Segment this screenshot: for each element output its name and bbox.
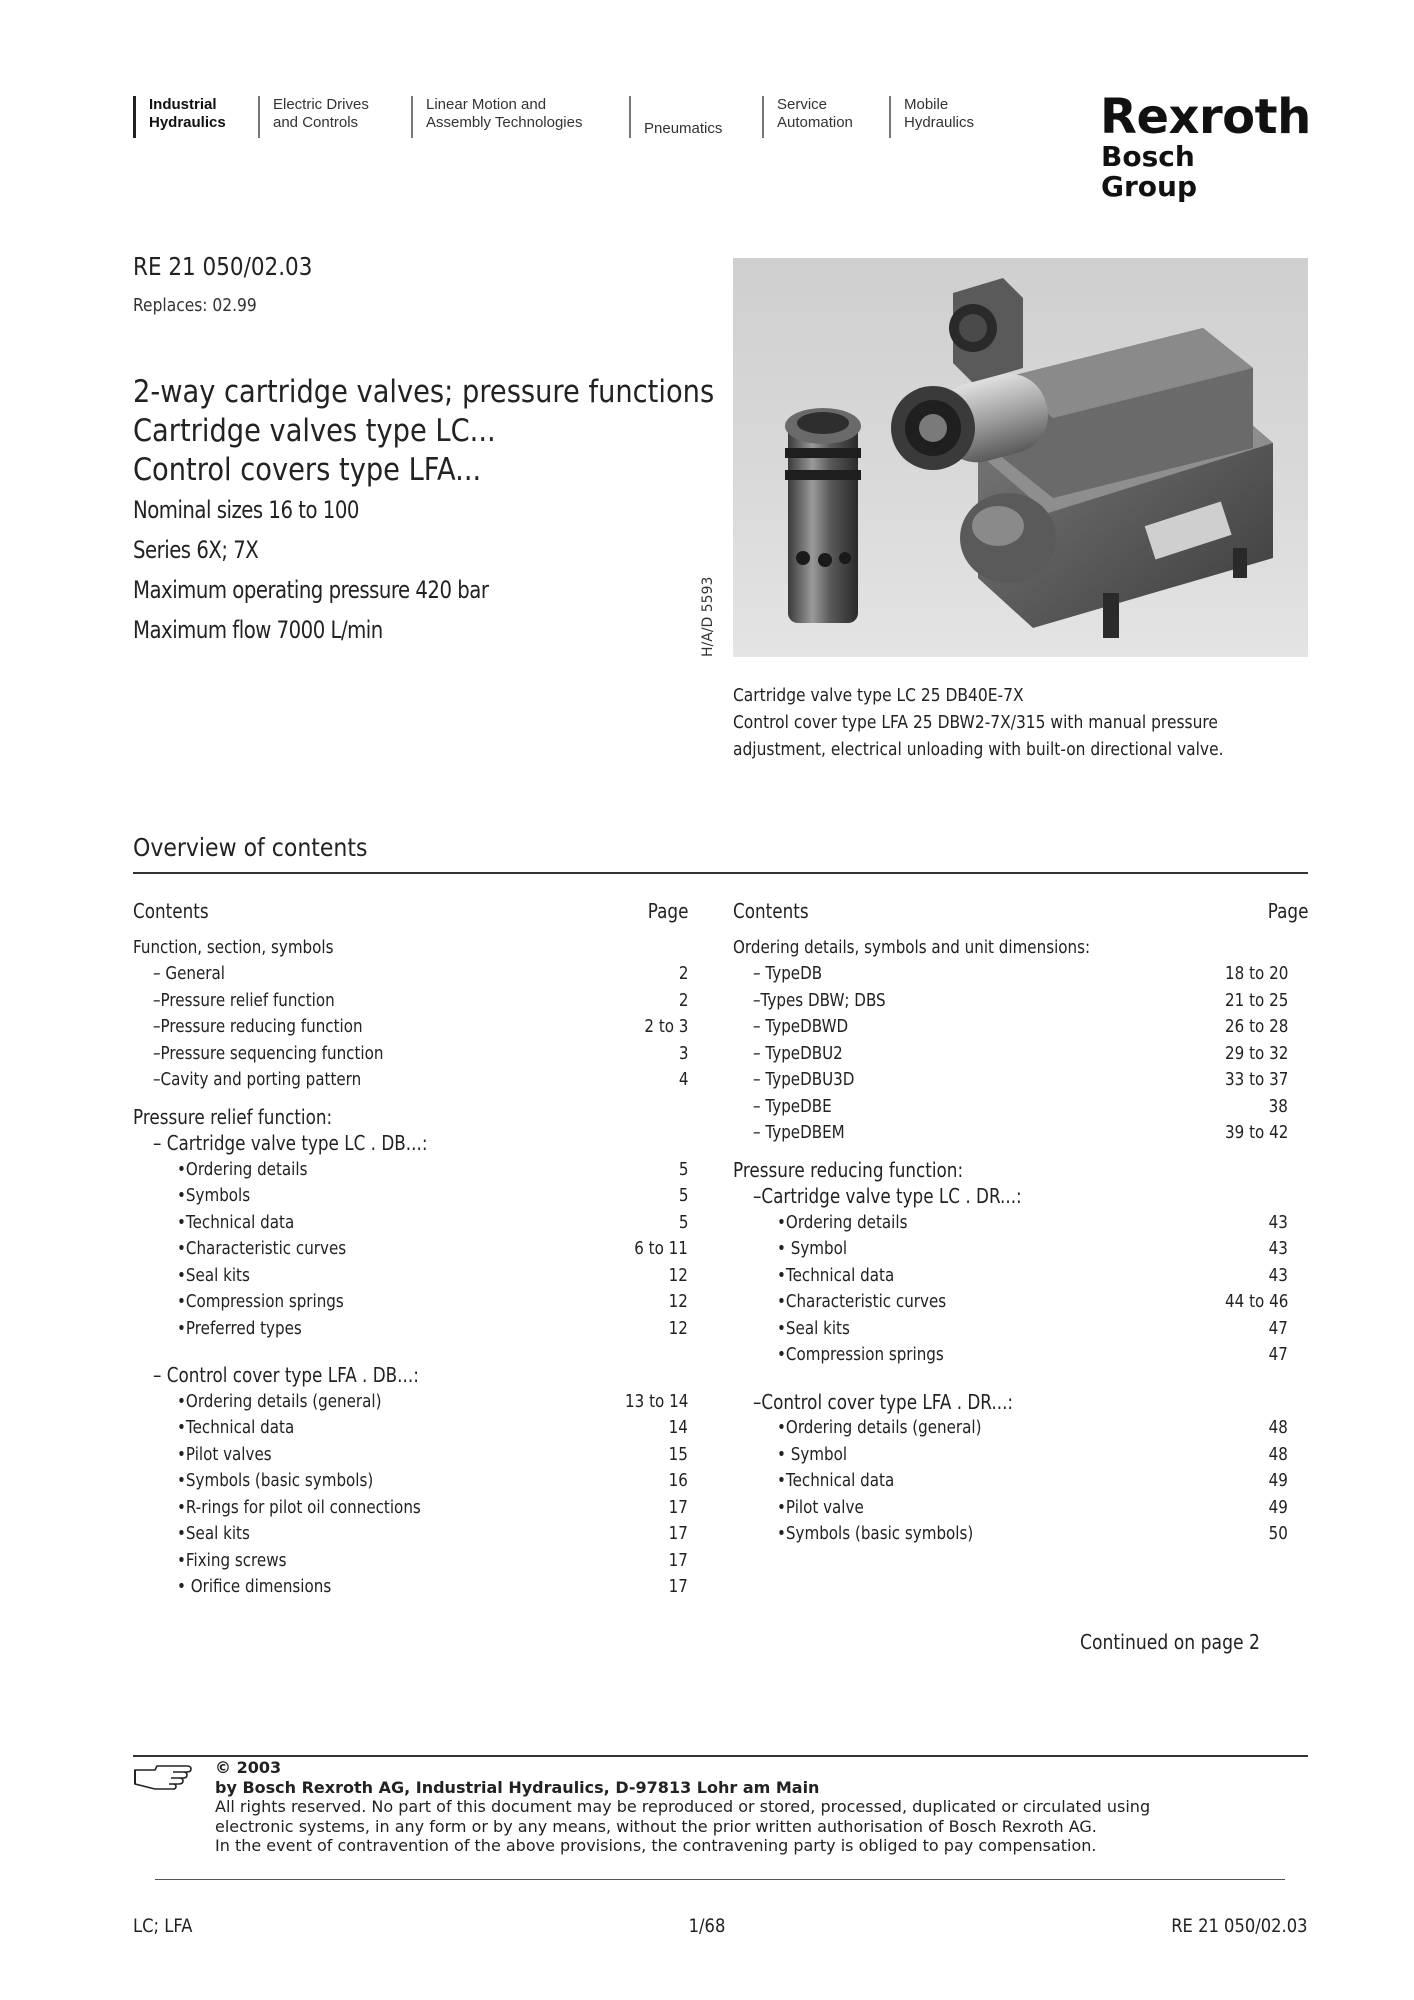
toc-entry-page: 12 — [668, 1264, 688, 1286]
toc-entry — [733, 1521, 1288, 1548]
toc-entry-label: –Pressure relief function — [153, 989, 335, 1011]
toc-entry-label: •Technical data — [177, 1211, 295, 1233]
toc-entry-label: •Pilot valve — [777, 1496, 864, 1518]
toc-entry — [133, 1468, 688, 1495]
continued-note: Continued on page 2 — [1080, 1630, 1260, 1654]
toc-entry-label: •Technical data — [777, 1264, 895, 1286]
toc-entry-page: 6 to 11 — [634, 1238, 688, 1259]
toc-entry-label: •Pilot valves — [177, 1443, 272, 1465]
toc-entry-page: 2 to 3 — [643, 1016, 688, 1037]
title-line: Control covers type LFA... — [133, 452, 482, 488]
toc-entry-page: 12 — [668, 1291, 688, 1312]
toc-entry-label: •Ordering details (general) — [177, 1390, 382, 1412]
copyright-divider — [133, 1755, 1308, 1757]
toc-entry — [733, 935, 1288, 962]
toc-entry — [133, 1104, 688, 1131]
toc-entry — [133, 1183, 688, 1210]
title-line: 2-way cartridge valves; pressure functions — [133, 374, 715, 410]
caption-line: Cartridge valve type LC 25 DB40E-7X — [733, 685, 1024, 706]
toc-entry — [733, 1041, 1288, 1068]
copyright-text: All rights reserved. No part of this document may be reproduced or stored, processed, duplicated or circulated using — [215, 1797, 1151, 1816]
toc-entry-label: •Characteristic curves — [177, 1238, 347, 1259]
toc-entry — [733, 1415, 1288, 1442]
toc-header-contents: Contents — [133, 899, 209, 923]
toc-entry-page: 43 — [1268, 1264, 1288, 1286]
brand-name: Rexroth — [1100, 89, 1311, 145]
toc-entry-page: 49 — [1268, 1496, 1288, 1518]
toc-header — [733, 898, 1308, 925]
toc-entry-page: 50 — [1268, 1523, 1288, 1544]
toc-entry — [133, 1548, 688, 1575]
document-number: RE 21 050/02.03 — [133, 252, 313, 281]
toc-entry-label: •Seal kits — [777, 1317, 850, 1339]
caption-line: adjustment, electrical unloading with built-on directional valve. — [733, 739, 1224, 760]
brand-group: Bosch Group — [1101, 140, 1198, 203]
toc-entry — [133, 935, 688, 962]
toc-entry-page: 2 — [678, 963, 688, 984]
title-line: Cartridge valves type LC... — [133, 413, 496, 449]
copyright-text: electronic systems, in any form or by any means, without the prior written authorisation of Bosch Rexroth AG. — [215, 1816, 1097, 1836]
footer-left: LC; LFA — [133, 1915, 193, 1937]
toc-entry-page: 38 — [1268, 1095, 1288, 1117]
page-number: 1/68 — [688, 1915, 726, 1937]
toc-entry — [733, 1067, 1288, 1094]
toc-entry-label: Pressure reducing function: — [733, 1157, 964, 1182]
toc-entry-page: 5 — [678, 1185, 688, 1206]
toc-entry — [133, 1157, 688, 1184]
toc-left-column — [133, 898, 688, 1601]
copyright-text: In the event of contravention of the above provisions, the contravening party is obliged to pay compensation. — [215, 1836, 1097, 1855]
toc-entry — [133, 1263, 688, 1290]
toc-entry-label: •Compression springs — [177, 1291, 344, 1312]
toc-entry-label: •Preferred types — [177, 1317, 302, 1339]
toc-entry-label: –Types DBW; DBS — [753, 989, 886, 1011]
toc-entry-label: – TypeDBEM — [753, 1122, 845, 1143]
spec-line: Maximum operating pressure 420 bar — [133, 576, 489, 604]
toc-entry-label: – TypeDBE — [753, 1095, 832, 1117]
division-pneumatics: Pneumatics — [629, 96, 722, 138]
toc-entry-page: 17 — [668, 1576, 688, 1597]
toc-entry-label: – TypeDBU2 — [753, 1042, 843, 1064]
toc-right-column — [733, 898, 1308, 1548]
toc-entry — [733, 1120, 1288, 1147]
toc-entry-label: – TypeDBWD — [753, 1016, 849, 1037]
footer-right: RE 21 050/02.03 — [1171, 1915, 1308, 1937]
toc-entry-page: 17 — [668, 1549, 688, 1571]
toc-entry-label: •Symbols (basic symbols) — [177, 1470, 374, 1491]
toc-entry-label: –Cavity and porting pattern — [153, 1069, 362, 1090]
toc-entry — [733, 988, 1288, 1015]
toc-entry-label: Ordering details, symbols and unit dimensions: — [733, 936, 1091, 958]
toc-entry-page: 47 — [1268, 1344, 1288, 1365]
toc-entry-page: 49 — [1268, 1470, 1288, 1491]
toc-entry-label: •Ordering details — [177, 1158, 308, 1180]
toc-entry-page: 3 — [678, 1042, 688, 1064]
toc-entry-page: 13 to 14 — [624, 1390, 688, 1412]
toc-entry-page: 12 — [668, 1317, 688, 1339]
toc-entry — [133, 1289, 688, 1316]
copyright-owner: by Bosch Rexroth AG, Industrial Hydraulics, D-97813 Lohr am Main — [215, 1777, 820, 1797]
toc-entry — [733, 1389, 1288, 1416]
pointing-hand-icon — [133, 1762, 195, 1790]
toc-entry-label: Pressure relief function: — [133, 1104, 333, 1129]
toc-entry-label: •Technical data — [177, 1417, 295, 1438]
toc-entry — [733, 961, 1288, 988]
toc-entry — [733, 1183, 1288, 1210]
toc-entry-label: –Cartridge valve type LC . DR...: — [753, 1184, 1022, 1208]
toc-entry — [133, 961, 688, 988]
toc-entry-page: 17 — [668, 1523, 688, 1544]
toc-entry-page: 2 — [678, 989, 688, 1011]
toc-entry — [733, 1094, 1288, 1121]
division-linear-motion: Linear Motion and Assembly Technologies — [411, 96, 582, 138]
toc-entry-page: 33 to 37 — [1224, 1069, 1288, 1090]
photo-caption — [733, 682, 1249, 763]
rexroth-logo — [1100, 89, 1311, 203]
toc-entry — [133, 1442, 688, 1469]
toc-entry-label: •Seal kits — [177, 1523, 250, 1544]
overview-divider — [133, 872, 1308, 874]
toc-entry-label: •Technical data — [777, 1470, 895, 1491]
toc-entry — [133, 1389, 688, 1416]
toc-entry — [733, 1157, 1288, 1184]
toc-entry — [133, 1067, 688, 1094]
toc-entry-label: –Pressure reducing function — [153, 1016, 363, 1037]
valve-illustration — [733, 258, 1308, 657]
toc-entry-label: • Symbol — [777, 1238, 848, 1259]
toc-entry-label: –Control cover type LFA . DR...: — [753, 1389, 1014, 1414]
product-photo — [733, 258, 1308, 657]
toc-entry-page: 21 to 25 — [1224, 989, 1288, 1011]
toc-entry-label: • Orifice dimensions — [177, 1576, 332, 1597]
toc-entry-page: 14 — [668, 1417, 688, 1438]
toc-header — [133, 898, 688, 925]
toc-entry-page: 44 to 46 — [1224, 1291, 1288, 1312]
copyright-notice — [215, 1758, 1315, 1856]
toc-entry — [133, 1236, 688, 1263]
toc-entry-page: 17 — [668, 1496, 688, 1518]
toc-entry — [733, 1316, 1288, 1343]
toc-entry-label: •R-rings for pilot oil connections — [177, 1496, 421, 1518]
photo-code: H/A/D 5593 — [700, 576, 716, 657]
toc-entry-page: 29 to 32 — [1224, 1042, 1288, 1064]
toc-entry-label: •Fixing screws — [177, 1549, 287, 1571]
toc-entry — [133, 1130, 688, 1157]
toc-header-contents: Contents — [733, 899, 809, 923]
toc-entry-page: 5 — [678, 1158, 688, 1180]
division-electric-drives: Electric Drives and Controls — [258, 96, 369, 138]
toc-entry-page: 5 — [678, 1211, 688, 1233]
toc-entry — [133, 1210, 688, 1237]
toc-entry-page: 4 — [678, 1069, 688, 1090]
toc-entry — [133, 1362, 688, 1389]
spec-line: Maximum flow 7000 L/min — [133, 616, 383, 644]
toc-entry-label: – General — [153, 963, 225, 984]
toc-entry-page: 18 to 20 — [1224, 963, 1288, 984]
toc-header-page: Page — [647, 899, 688, 923]
document-title — [133, 373, 753, 650]
toc-entry-page: 16 — [668, 1470, 688, 1491]
toc-entry-label: – Cartridge valve type LC . DB...: — [153, 1131, 428, 1155]
toc-entry-label: –Pressure sequencing function — [153, 1042, 384, 1064]
toc-entry-label: Function, section, symbols — [133, 936, 334, 958]
toc-entry — [733, 1468, 1288, 1495]
toc-entry — [133, 1041, 688, 1068]
toc-entry-label: – Control cover type LFA . DB...: — [153, 1363, 419, 1387]
toc-entry-page: 15 — [668, 1443, 688, 1465]
spec-line: Series 6X; 7X — [133, 536, 259, 564]
toc-entry — [133, 1495, 688, 1522]
toc-entry-label: • Symbol — [777, 1443, 848, 1465]
toc-entry-label: •Seal kits — [177, 1264, 250, 1286]
toc-entry-page: 48 — [1268, 1417, 1288, 1438]
caption-line: Control cover type LFA 25 DBW2-7X/315 with manual pressure — [733, 712, 1218, 733]
toc-entry-label: •Characteristic curves — [777, 1291, 947, 1312]
toc-entry-label: •Ordering details (general) — [777, 1417, 982, 1438]
replaces-note: Replaces: 02.99 — [133, 295, 257, 316]
toc-entry-page: 26 to 28 — [1224, 1016, 1288, 1037]
toc-entry — [133, 1415, 688, 1442]
toc-entry-page: 43 — [1268, 1211, 1288, 1233]
toc-header-page: Page — [1267, 899, 1308, 923]
division-mobile-hydraulics: Mobile Hydraulics — [889, 96, 974, 138]
toc-entry — [733, 1210, 1288, 1237]
toc-entry-page: 47 — [1268, 1317, 1288, 1339]
copyright-year: © 2003 — [215, 1758, 282, 1777]
toc-entry — [733, 1263, 1288, 1290]
toc-entry-page: 39 to 42 — [1224, 1122, 1288, 1143]
toc-entry-label: – TypeDB — [753, 963, 823, 984]
toc-entry — [133, 988, 688, 1015]
toc-entry — [133, 1521, 688, 1548]
toc-entry-page: 48 — [1268, 1443, 1288, 1465]
toc-entry — [733, 1014, 1288, 1041]
toc-entry-label: •Symbols (basic symbols) — [777, 1523, 974, 1544]
toc-entry-label: •Compression springs — [777, 1344, 944, 1365]
spec-line: Nominal sizes 16 to 100 — [133, 496, 359, 524]
toc-entry-label: •Symbols — [177, 1185, 251, 1206]
toc-entry-page: 43 — [1268, 1238, 1288, 1259]
toc-entry — [733, 1442, 1288, 1469]
toc-entry — [733, 1342, 1288, 1369]
overview-title: Overview of contents — [133, 833, 368, 862]
toc-entry-label: – TypeDBU3D — [753, 1069, 855, 1090]
toc-entry — [133, 1574, 688, 1601]
toc-entry — [733, 1289, 1288, 1316]
footer-divider — [155, 1879, 1285, 1880]
toc-entry — [133, 1014, 688, 1041]
toc-entry-label: •Ordering details — [777, 1211, 908, 1233]
toc-entry — [733, 1495, 1288, 1522]
division-service-automation: Service Automation — [762, 96, 853, 138]
toc-entry — [133, 1316, 688, 1343]
division-industrial-hydraulics: Industrial Hydraulics — [133, 96, 226, 138]
toc-entry — [733, 1236, 1288, 1263]
